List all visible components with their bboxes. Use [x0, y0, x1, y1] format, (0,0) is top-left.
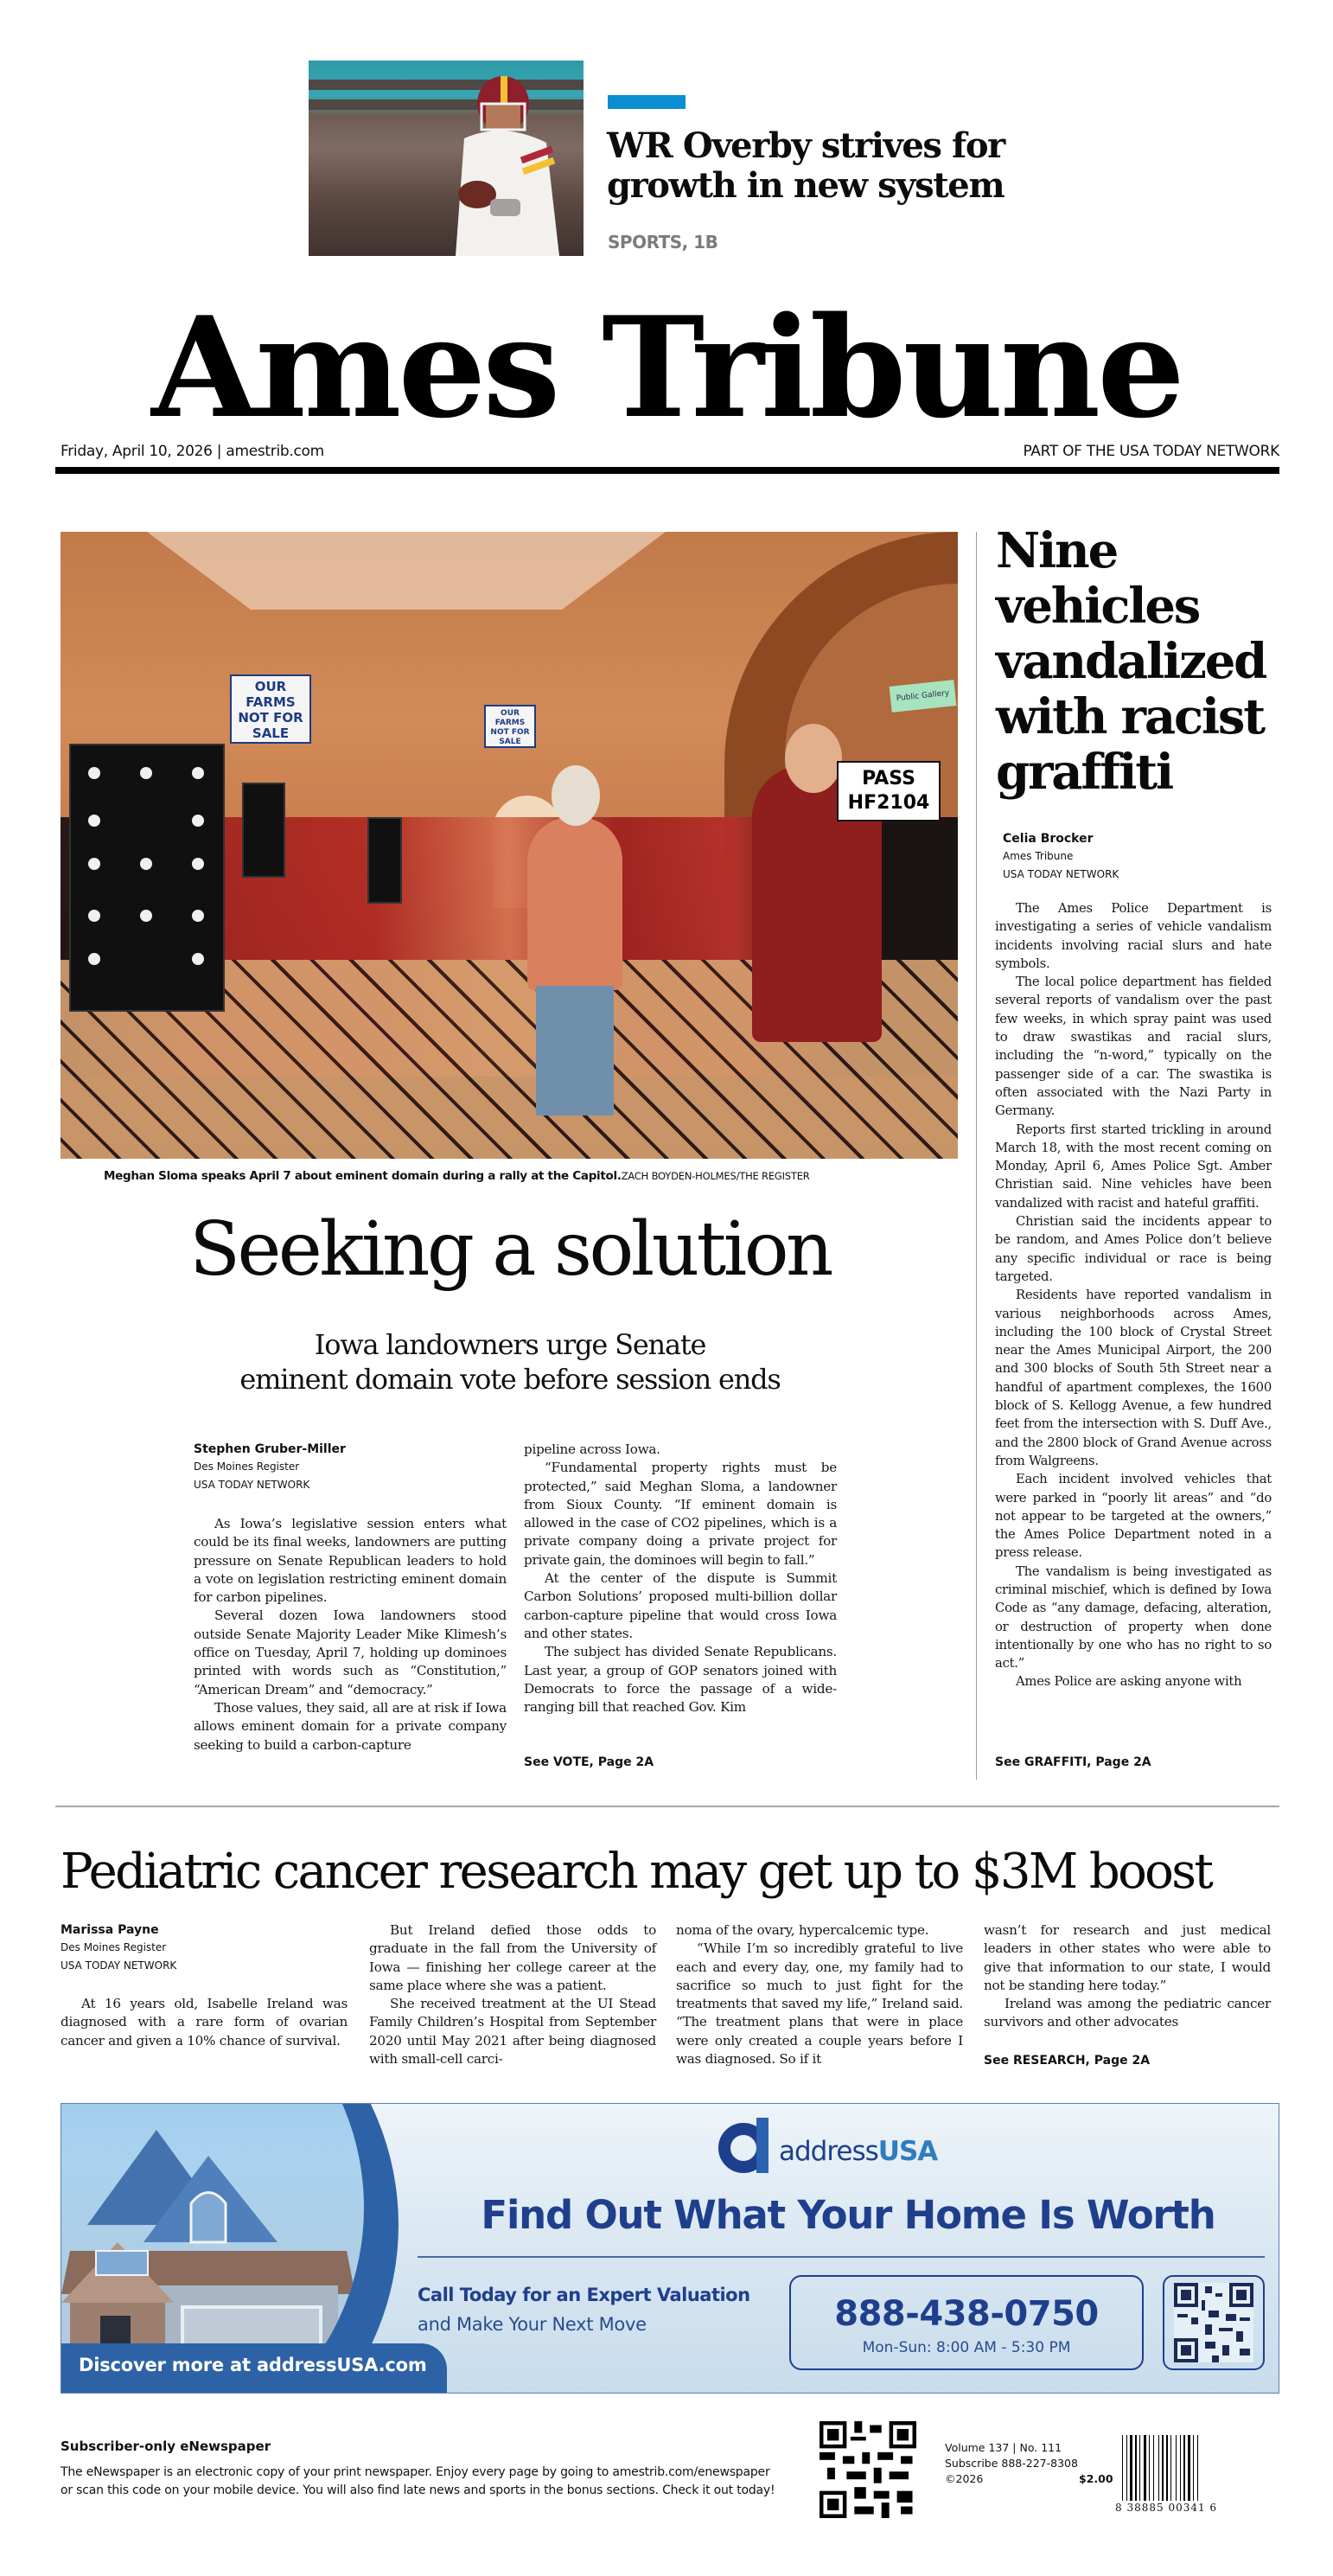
addressusa-logo: [718, 2118, 937, 2173]
byline-org: Des Moines Register: [61, 1941, 167, 1953]
paragraph: “Fundamental property rights must be protected,” said Meghan Sloma, a landowner from Sioux County. “If eminent domain is allowed in the case of CO2 pipelines, which is a private company doing a private project for private gain, the dominoes will begin to fall.”: [524, 1460, 837, 1568]
paragraph: The local police department has fielded several reports of vandalism over the past few weeks, in which spray paint was used to draw swastikas and racial slurs, including the “n-word,” typically on the passenger side of a car. The swastika is often associated with the Nazi Party in Germany.: [995, 975, 1272, 1119]
lead-column-2: [524, 1441, 837, 1716]
byline-name: Celia Brocker: [1003, 832, 1094, 846]
logo-word-1: address: [779, 2136, 878, 2167]
byline-org: Des Moines Register: [194, 1461, 300, 1473]
paragraph: wasn’t for research and just medical leaders in other states who were able to give that information to our state, I would not be standing here today.”: [984, 1922, 1271, 1993]
second-headline[interactable]: Pediatric cancer research may get up to $3M boost: [61, 1844, 1212, 1900]
dateline: Friday, April 10, 2026 | amestrib.com: [61, 443, 324, 460]
lead-column-1: [194, 1515, 507, 1755]
paragraph: Ireland was among the pediatric cancer survivors and other advocates: [984, 1996, 1271, 2030]
protest-sign: OUR FARMS NOT FOR SALE: [230, 674, 311, 744]
subscribe-phone: Subscribe 888-227-8308: [945, 2457, 1078, 2470]
paragraph: The vandalism is being investigated as criminal mischief, which is defined by Iowa Code as “any damage, defacing, alteration, or destruction of property when done intentionally by one who has no right to so act.”: [995, 1563, 1272, 1672]
photo-speaker-head: [785, 724, 842, 793]
enewspaper-text: The eNewspaper is an electronic copy of your print newspaper. Enjoy every page by going to amestrib.com/enewspaper or scan this code on your mobile device. You will also find late news and sports in the bonus sections. Check it out today!: [61, 2465, 775, 2497]
paragraph: The Ames Police Department is investigating a series of vehicle vandalism incidents involving racial slurs and hate symbols.: [995, 901, 1272, 971]
barcode-icon: [1115, 2435, 1236, 2506]
section-divider: [55, 1806, 1279, 1807]
second-column-1: [61, 1995, 348, 2050]
paragraph: noma of the ovary, hypercalcemic type.: [676, 1922, 929, 1938]
ad-qr-code[interactable]: [1163, 2275, 1265, 2370]
paragraph: Several dozen Iowa landowners stood outside Senate Majority Leader Mike Klimesh’s office on Tuesday, April 7, holding up dominoes printed with words such as “Constitution,” “American Dream” and “democracy.”: [194, 1608, 507, 1697]
logo-wordmark: [779, 2136, 937, 2167]
second-column-3: [676, 1921, 963, 2068]
teaser-accent-bar: [608, 95, 686, 109]
ad-call-line-1: Call Today for an Expert Valuation: [418, 2285, 750, 2305]
teaser-headline[interactable]: WR Overby strives for growth in new system: [607, 125, 1005, 206]
lead-byline: [194, 1441, 346, 1494]
deck-line: Iowa landowners urge Senate: [314, 1328, 706, 1361]
paragraph: pipeline across Iowa.: [524, 1441, 660, 1457]
football-player-icon: [438, 69, 568, 256]
ad-hours: Mon-Sun: 8:00 AM - 5:30 PM: [862, 2339, 1071, 2356]
paragraph: The subject has divided Senate Republicans. Last year, a group of GOP senators joined with Democrats to force the passage of a wide-ranging bill that reached Gov. Kim: [524, 1644, 837, 1716]
paragraph: Those values, they said, all are at risk if Iowa allows eminent domain for a private company seeking to build a carbon-capture: [194, 1699, 507, 1753]
column-divider: [976, 532, 977, 1780]
advertisement[interactable]: [61, 2103, 1279, 2394]
photo-credit: ZACH BOYDEN-HOLMES/THE REGISTER: [621, 1170, 810, 1182]
barcode-digits: 8 38885 00341 6: [1115, 2502, 1218, 2514]
lead-photo[interactable]: [61, 532, 958, 1159]
jump-link-research[interactable]: See RESEARCH, Page 2A: [984, 2054, 1151, 2068]
byline-network: USA TODAY NETWORK: [194, 1479, 310, 1491]
paragraph: Each incident involved vehicles that were parked in “poorly lit areas” and “do not appear to be targeted at the owners,” the Ames Police Department noted in a press release.: [995, 1472, 1272, 1561]
masthead-rule: [55, 467, 1279, 474]
right-headline[interactable]: Nine vehicles vandalized with racist graffiti: [996, 522, 1266, 801]
caption-text: Meghan Sloma speaks April 7 about eminent domain during a rally at the Capitol.: [104, 1169, 622, 1183]
logo-mark-icon: [718, 2118, 774, 2173]
enewspaper-title: Subscriber-only eNewspaper: [61, 2439, 271, 2454]
jump-link-graffiti[interactable]: See GRAFFITI, Page 2A: [995, 1755, 1151, 1769]
domino-prop: [69, 744, 225, 1012]
gallery-sign: Public Gallery: [890, 680, 957, 713]
ad-divider: [418, 2256, 1265, 2258]
paragraph: “While I’m so incredibly grateful to live each and every day, one, my family had to sacrifice so much to just fight for the treatments that saved my life,” Ireland said. “The treatment plans that were in place were only created a couple years before I was diagnosed. So if it: [676, 1940, 963, 2068]
second-byline: [61, 1921, 176, 1975]
paragraph: At the center of the dispute is Summit Carbon Solutions’ proposed multi-billion dollar carbon-capture pipeline that would cross Iowa and other states.: [524, 1570, 837, 1641]
pass-sign: PASS HF2104: [837, 761, 941, 821]
paragraph: At 16 years old, Isabelle Ireland was diagnosed with a rare form of ovarian cancer and given a 10% chance of survival.: [61, 1996, 348, 2049]
logo-word-2: USA: [877, 2136, 938, 2167]
paragraph: But Ireland defied those odds to graduate in the fall from the University of Iowa — finishing her college career at the same place where she was a patient.: [369, 1922, 656, 1993]
deck-line: eminent domain vote before session ends: [239, 1363, 781, 1396]
volume-number: Volume 137 | No. 111: [945, 2441, 1062, 2454]
paragraph: As Iowa’s legislative session enters what could be its final weeks, landowners are putting pressure on Senate Republican leaders to hold a vote on legislation restricting eminent domain for carbon pipelines.: [194, 1516, 507, 1606]
paragraph: Ames Police are asking anyone with: [1016, 1674, 1242, 1690]
photo-person-head: [552, 765, 600, 826]
paragraph: Reports first started trickling in around March 18, with the most recent coming on Monday, April 6, Ames Police Sgt. Amber Christian said. Nine vehicles have been vandalized with racist and hateful graffiti.: [995, 1122, 1272, 1211]
right-column: [995, 899, 1272, 1691]
qr-code-icon: [1174, 2283, 1253, 2362]
second-column-4: [984, 1921, 1271, 2032]
second-column-2: [369, 1921, 656, 2068]
domino-prop: [367, 817, 402, 904]
byline-network: USA TODAY NETWORK: [1003, 868, 1119, 880]
ad-cta-banner[interactable]: Discover more at addressUSA.com: [61, 2343, 447, 2394]
sports-teaser[interactable]: [309, 61, 1043, 256]
teaser-section-label[interactable]: SPORTS, 1B: [608, 232, 718, 252]
right-byline: [1003, 830, 1119, 884]
photo-person: [527, 817, 622, 990]
paragraph: She received treatment at the UI Stead Family Children’s Hospital from September 2020 until May 2021 after being diagnosed with small-cell carci-: [369, 1996, 656, 2068]
copyright: ©2026: [945, 2472, 984, 2485]
teaser-photo[interactable]: [309, 61, 584, 256]
price: $2.00: [1079, 2472, 1113, 2485]
photo-person-jeans: [536, 986, 614, 1115]
paragraph: Christian said the incidents appear to be random, and Ames Police don’t believe any specific individual or race is being targeted.: [995, 1214, 1272, 1284]
paragraph: Residents have reported vandalism in various neighborhoods across Ames, including the 100 block of Crystal Street near the Ames Municipal Airport, the 200 and 300 blocks of South 5th Street near a handful of apartment complexes, the 1600 block of S. Kellogg Avenue, a few hundred feet from the intersection with S. Duff Ave., and the 2800 block of Grand Avenue across from Walgreens.: [995, 1288, 1272, 1468]
protest-sign: OUR FARMS NOT FOR SALE: [484, 705, 536, 748]
domino-prop: [242, 783, 285, 878]
lead-deck: [61, 1327, 960, 1397]
byline-network: USA TODAY NETWORK: [61, 1959, 177, 1972]
photo-caption: [104, 1169, 810, 1183]
ad-call-line-2: and Make Your Next Move: [418, 2314, 647, 2335]
byline-name: Marissa Payne: [61, 1923, 159, 1937]
ad-phone-number[interactable]: 888-438-0750: [834, 2294, 1099, 2334]
byline-name: Stephen Gruber-Miller: [194, 1442, 346, 1456]
ad-phone-box[interactable]: [789, 2275, 1144, 2370]
ad-headline: Find Out What Your Home Is Worth: [481, 2192, 1215, 2238]
house-icon: [61, 2121, 355, 2363]
newspaper-nameplate: Ames Tribune: [151, 286, 1182, 449]
lead-headline[interactable]: Seeking a solution: [189, 1206, 831, 1293]
enewspaper-qr-code[interactable]: [820, 2421, 916, 2518]
jump-link-vote[interactable]: See VOTE, Page 2A: [524, 1755, 654, 1769]
network-label: PART OF THE USA TODAY NETWORK: [1023, 443, 1279, 460]
byline-org: Ames Tribune: [1003, 850, 1074, 862]
photo-ceiling: [147, 532, 666, 610]
